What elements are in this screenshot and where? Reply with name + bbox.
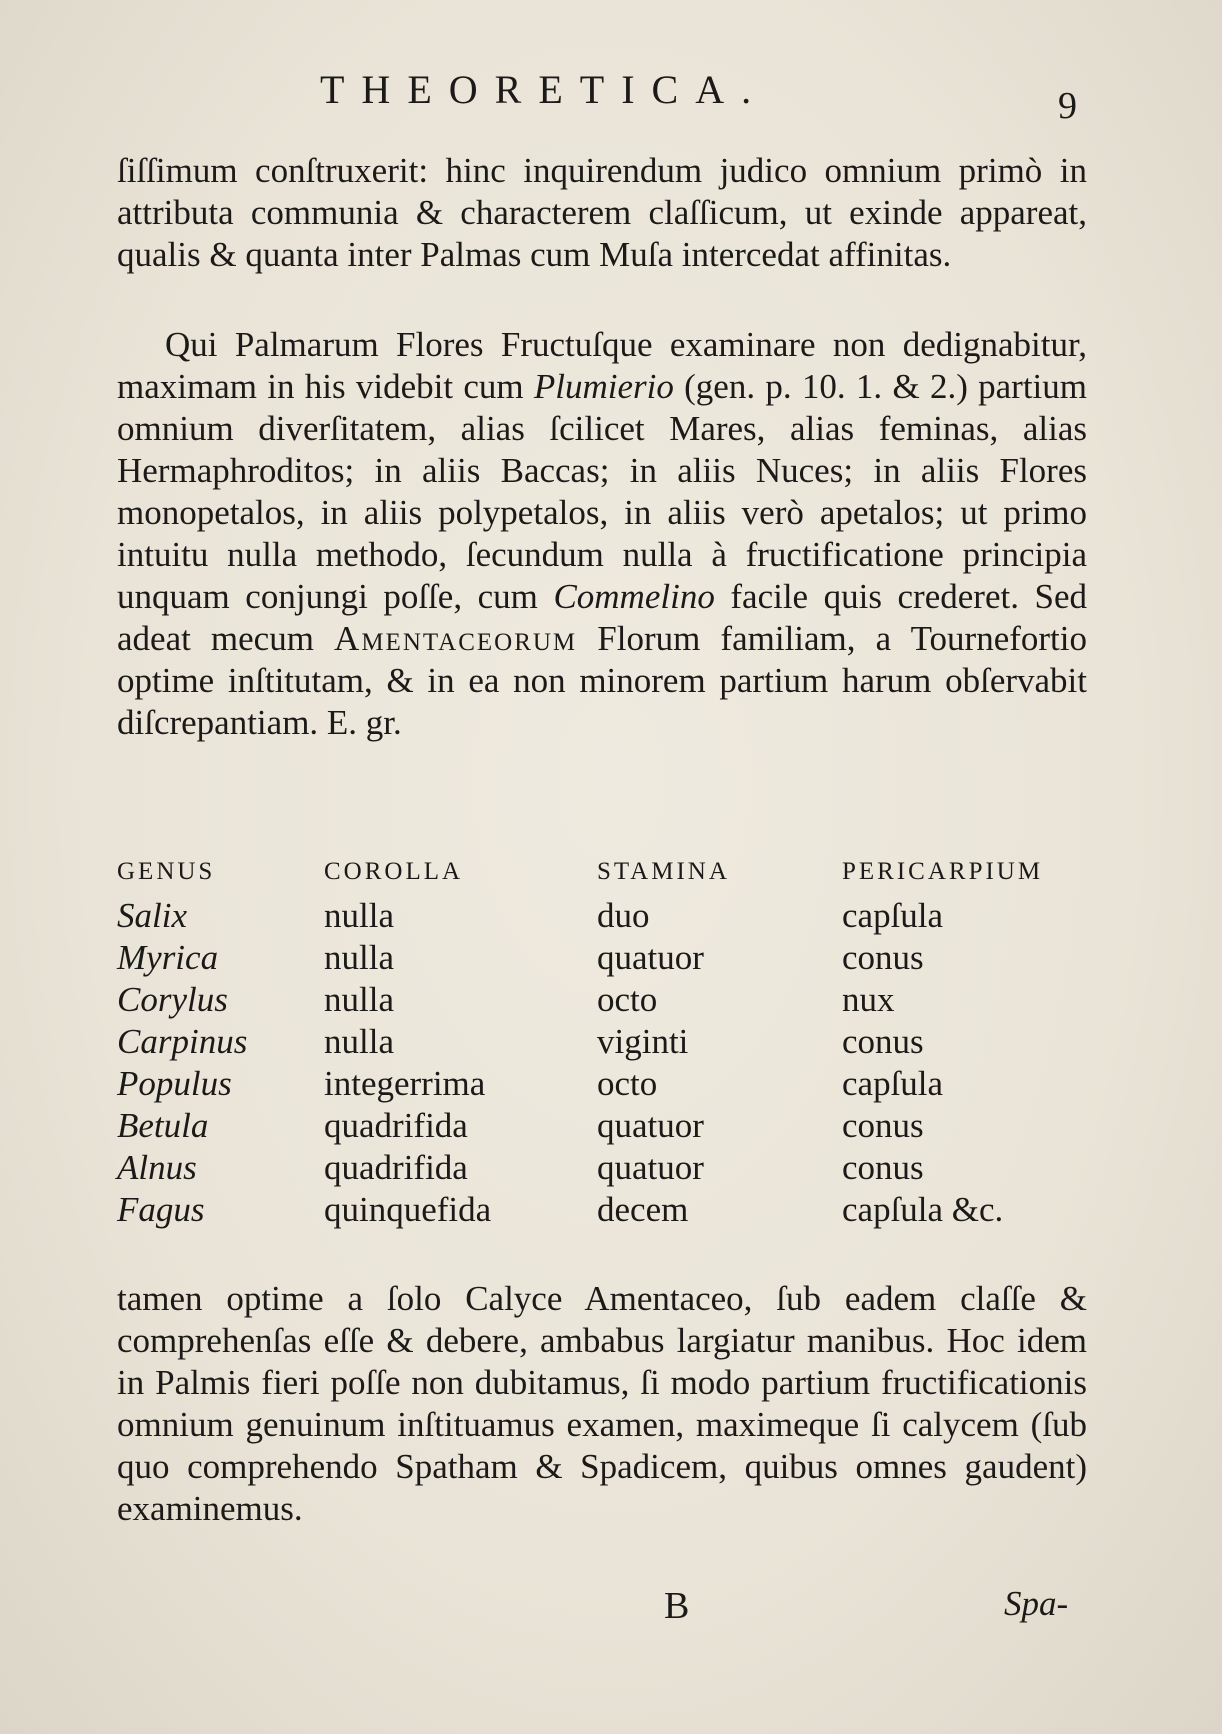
corolla-cell: integerrima bbox=[324, 1064, 486, 1103]
paragraph-2 bbox=[117, 324, 1087, 744]
page-number: 9 bbox=[1058, 85, 1077, 127]
table-row bbox=[117, 1022, 1097, 1064]
pericarpium-cell: capſula bbox=[842, 896, 944, 935]
paragraph-1: ſiſſimum conſtruxerit: hinc inquirendum judico omnium primò in attributa communia & characterem claſſicum, ut exinde appareat, qualis & quanta inter Palmas cum Muſa intercedat affinitas. bbox=[117, 151, 1087, 274]
signature-mark: B bbox=[664, 1585, 690, 1627]
pericarpium-cell: capſula &c. bbox=[842, 1190, 1004, 1229]
stamina-cell: viginti bbox=[597, 1022, 689, 1061]
table-row bbox=[117, 1064, 1097, 1106]
genus-cell: Betula bbox=[117, 1106, 209, 1145]
corolla-cell: nulla bbox=[324, 896, 394, 935]
running-title: THEORETICA. bbox=[320, 67, 769, 112]
pericarpium-cell: conus bbox=[842, 938, 924, 977]
corolla-cell: quadrifida bbox=[324, 1148, 468, 1187]
corolla-cell: nulla bbox=[324, 938, 394, 977]
table-row bbox=[117, 1106, 1097, 1148]
corolla-cell: quinquefida bbox=[324, 1190, 492, 1229]
paragraph-2-text-c: facile quis crederet. Sed adeat mecum bbox=[117, 577, 1087, 658]
table-row bbox=[117, 1190, 1097, 1232]
table-row bbox=[117, 1148, 1097, 1190]
genus-cell: Alnus bbox=[117, 1148, 197, 1187]
pericarpium-cell: conus bbox=[842, 1106, 924, 1145]
paragraph-2-text-a: Qui Palmarum Flores Fructuſque examinare non dedignabitur, maximam in his videbit cum bbox=[117, 325, 1087, 406]
genus-cell: Populus bbox=[117, 1064, 232, 1103]
pericarpium-cell: conus bbox=[842, 1148, 924, 1187]
genus-cell: Salix bbox=[117, 896, 187, 935]
header-genus: GENUS bbox=[117, 858, 216, 885]
stamina-cell: quatuor bbox=[597, 1106, 704, 1145]
family-name-amentaceorum: Amentaceorum bbox=[334, 619, 578, 658]
genus-comparison-table bbox=[117, 852, 1097, 1232]
header-corolla: COROLLA bbox=[324, 858, 464, 885]
paragraph-3: tamen optime a ſolo Calyce Amentaceo, ſub eadem claſſe & comprehenſas eſſe & debere, ambabus largiatur manibus. Hoc idem in Palmis fieri poſſe non dubitamus, ſi modo partium fructificationis omnium genuinum inſtituamus examen, maximeque ſi calycem (ſub quo comprehendo Spatham & Spadicem, quibus omnes gaudent) examinemus. bbox=[117, 1279, 1087, 1528]
stamina-cell: octo bbox=[597, 1064, 658, 1103]
stamina-cell: quatuor bbox=[597, 938, 704, 977]
genus-cell: Carpinus bbox=[117, 1022, 248, 1061]
paragraph-2-text-b: (gen. p. 10. 1. & 2.) partium omnium diverſitatem, alias ſcilicet Mares, alias feminas, alias Hermaphroditos; in aliis Baccas; in aliis Nuces; in aliis Flores monopetalos, in aliis polypetalos, in aliis verò apetalos; ut primo intuitu nulla methodo, ſecundum nulla à fructificatione principia unquam conjungi poſſe, cum bbox=[117, 367, 1087, 616]
author-name-commelino: Commelino bbox=[553, 577, 715, 616]
stamina-cell: duo bbox=[597, 896, 650, 935]
header-stamina: STAMINA bbox=[597, 858, 730, 885]
header-pericarpium: PERICARPIUM bbox=[842, 858, 1044, 885]
author-name-plumierio: Plumierio bbox=[533, 367, 674, 406]
table-header-row bbox=[117, 852, 1097, 896]
stamina-cell: quatuor bbox=[597, 1148, 704, 1187]
pericarpium-cell: nux bbox=[842, 980, 895, 1019]
pericarpium-cell: conus bbox=[842, 1022, 924, 1061]
corolla-cell: nulla bbox=[324, 980, 394, 1019]
table-row bbox=[117, 896, 1097, 938]
pericarpium-cell: capſula bbox=[842, 1064, 944, 1103]
corolla-cell: quadrifida bbox=[324, 1106, 468, 1145]
stamina-cell: decem bbox=[597, 1190, 689, 1229]
paragraph-2-text-d: Florum familiam, a Tournefortio optime inſtitutam, & in ea non minorem partium harum obſervabit diſcrepantiam. E. gr. bbox=[117, 619, 1087, 742]
corolla-cell: nulla bbox=[324, 1022, 394, 1061]
table-row bbox=[117, 980, 1097, 1022]
catchword: Spa- bbox=[1004, 1584, 1069, 1623]
genus-cell: Fagus bbox=[117, 1190, 205, 1229]
genus-cell: Myrica bbox=[117, 938, 219, 977]
genus-cell: Corylus bbox=[117, 980, 228, 1019]
stamina-cell: octo bbox=[597, 980, 658, 1019]
table-row bbox=[117, 938, 1097, 980]
